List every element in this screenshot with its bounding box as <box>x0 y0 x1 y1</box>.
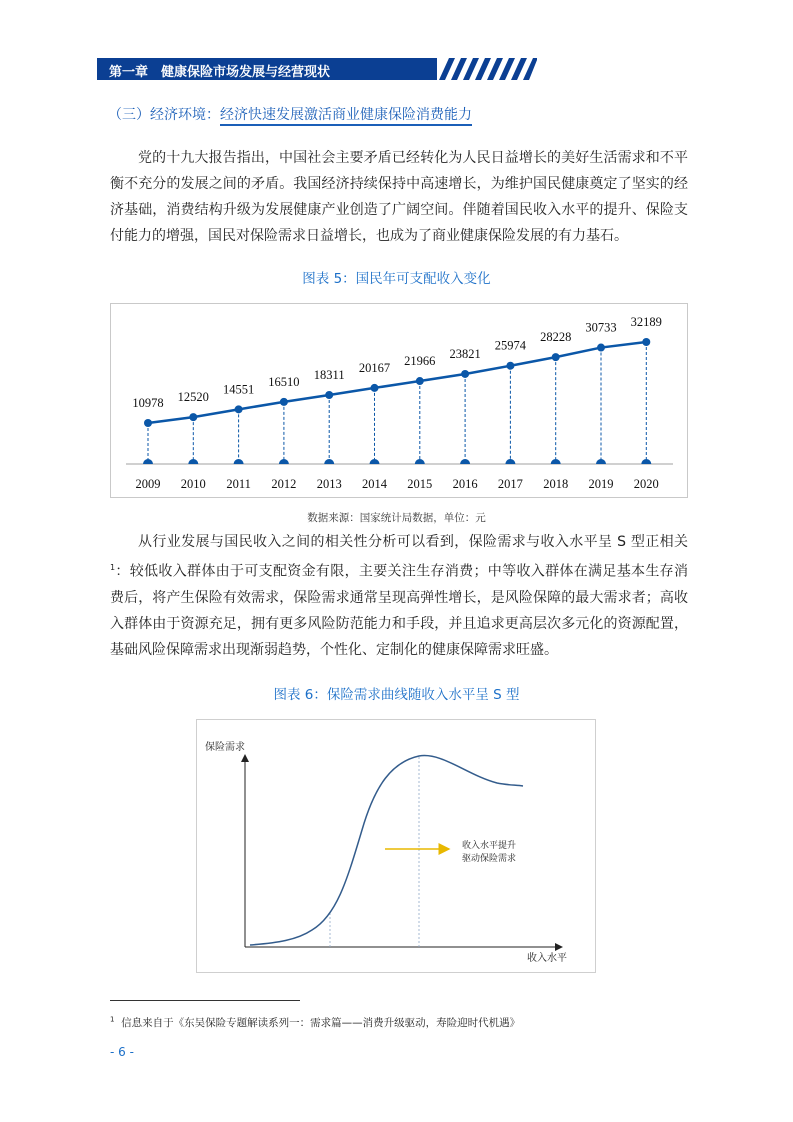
annotation-line-2: 驱动保险需求 <box>462 854 517 864</box>
income-chart-svg <box>111 304 687 497</box>
x-tick-label: 2010 <box>180 477 206 491</box>
y-axis-label: 保险需求 <box>205 742 245 753</box>
data-label: 18311 <box>313 367 345 382</box>
x-tick-label: 2016 <box>452 477 478 491</box>
data-label: 28228 <box>540 330 572 345</box>
baseline-marker <box>551 459 561 464</box>
paragraph-2-text <box>110 529 688 663</box>
figure-6-title: 图表 6：保险需求曲线随收入水平呈 S 型 <box>273 687 520 703</box>
data-label: 21966 <box>404 354 436 369</box>
footnote-divider <box>110 1000 300 1001</box>
data-label: 12520 <box>177 390 209 405</box>
data-label: 30733 <box>585 320 617 335</box>
paragraph-2-part2: ：较低收入群体由于可支配资金有限，主要关注生存消费；中等收入群体在满足基本生存消费后，将产生保险有效需求，保险需求通常呈现高弹性增长，是风险保障的最大需求者；高收入群体由于资源充足，拥有更多风险防范能力和手段，并且追求更高层次多元化的资源配置，基础风险保障需求出现渐弱趋势，个性化、定制化的健康保障需求旺盛。 <box>110 563 688 658</box>
footnote-ref[interactable]: 1 <box>110 563 116 572</box>
paragraph-1-text: 党的十九大报告指出，中国社会主要矛盾已经转化为人民日益增长的美好生活需求和不平衡不充分的发展之间的矛盾。我国经济持续保持中高速增长，为维护国民健康奠定了坚实的经济基础，消费结构升级为发展健康产业创造了广阔空间。伴随着国民收入水平的提升、保险支付能力的增强，国民对保险需求日益增长，也成为了商业健康保险发展的有力基石。 <box>110 150 688 244</box>
data-point <box>552 353 560 361</box>
x-tick-label: 2014 <box>362 477 387 491</box>
x-tick-label: 2019 <box>588 477 614 491</box>
data-label: 23821 <box>449 346 481 361</box>
baseline-marker <box>143 459 153 464</box>
data-label: 32189 <box>630 315 662 329</box>
s-curve-svg <box>197 720 595 972</box>
chapter-header <box>97 58 537 80</box>
x-tick-label: 2017 <box>497 477 523 491</box>
x-tick-label: 2015 <box>407 477 433 491</box>
data-label: 16510 <box>268 374 300 389</box>
annotation-line-1: 收入水平提升 <box>462 841 517 851</box>
x-tick-label: 2011 <box>226 477 251 491</box>
baseline-marker <box>188 459 198 464</box>
header-stripes-decoration <box>437 58 537 80</box>
body-paragraph-2 <box>110 529 688 663</box>
figure-5-title: 图表 5：国民年可支配收入变化 <box>302 271 491 287</box>
data-label: 20167 <box>358 360 391 375</box>
footnote <box>110 1015 520 1030</box>
chapter-title: 第一章 健康保险市场发展与经营现状 <box>109 65 331 80</box>
x-tick-label: 2020 <box>633 477 659 491</box>
x-tick-label: 2009 <box>135 477 161 491</box>
data-point <box>325 391 333 399</box>
data-point <box>461 370 469 378</box>
data-point <box>189 413 197 421</box>
baseline-marker <box>460 459 470 464</box>
data-label: 14551 <box>222 382 255 397</box>
x-tick-label: 2012 <box>271 477 297 491</box>
baseline-marker <box>279 459 289 464</box>
paragraph-2-part1: 从行业发展与国民收入之间的相关性分析可以看到，保险需求与收入水平呈 S 型正相关 <box>138 534 688 550</box>
data-point <box>280 398 288 406</box>
x-tick-label: 2018 <box>543 477 569 491</box>
baseline-marker <box>370 459 380 464</box>
section-heading-prefix: （三）经济环境： <box>108 107 220 123</box>
footnote-text: 信息来自于《东吴保险专题解读系列一：需求篇——消费升级驱动，寿险迎时代机遇》 <box>121 1017 521 1029</box>
baseline-marker <box>505 459 515 464</box>
baseline-marker <box>415 459 425 464</box>
income-line-chart <box>110 303 688 498</box>
x-tick-label: 2013 <box>316 477 342 491</box>
figure-5-source: 数据来源：国家统计局数据，单位：元 <box>307 512 486 524</box>
data-point <box>506 362 514 370</box>
data-point <box>416 377 424 385</box>
baseline-marker <box>324 459 334 464</box>
data-point <box>597 344 605 352</box>
data-label: 10978 <box>132 396 164 410</box>
data-point <box>235 405 243 413</box>
footnote-number: 1 <box>110 1015 115 1024</box>
section-heading <box>108 104 472 124</box>
page-number: - 6 - <box>110 1045 134 1059</box>
baseline-marker <box>596 459 606 464</box>
data-point <box>642 338 650 346</box>
data-point <box>144 419 152 427</box>
section-heading-main: 经济快速发展激活商业健康保险消费能力 <box>220 107 472 126</box>
data-point <box>371 384 379 392</box>
baseline-marker <box>234 459 244 464</box>
body-paragraph-1 <box>110 145 688 249</box>
s-curve-diagram <box>196 719 596 973</box>
data-label: 25974 <box>494 338 527 353</box>
baseline-marker <box>641 459 651 464</box>
x-axis-label: 收入水平 <box>527 953 567 964</box>
